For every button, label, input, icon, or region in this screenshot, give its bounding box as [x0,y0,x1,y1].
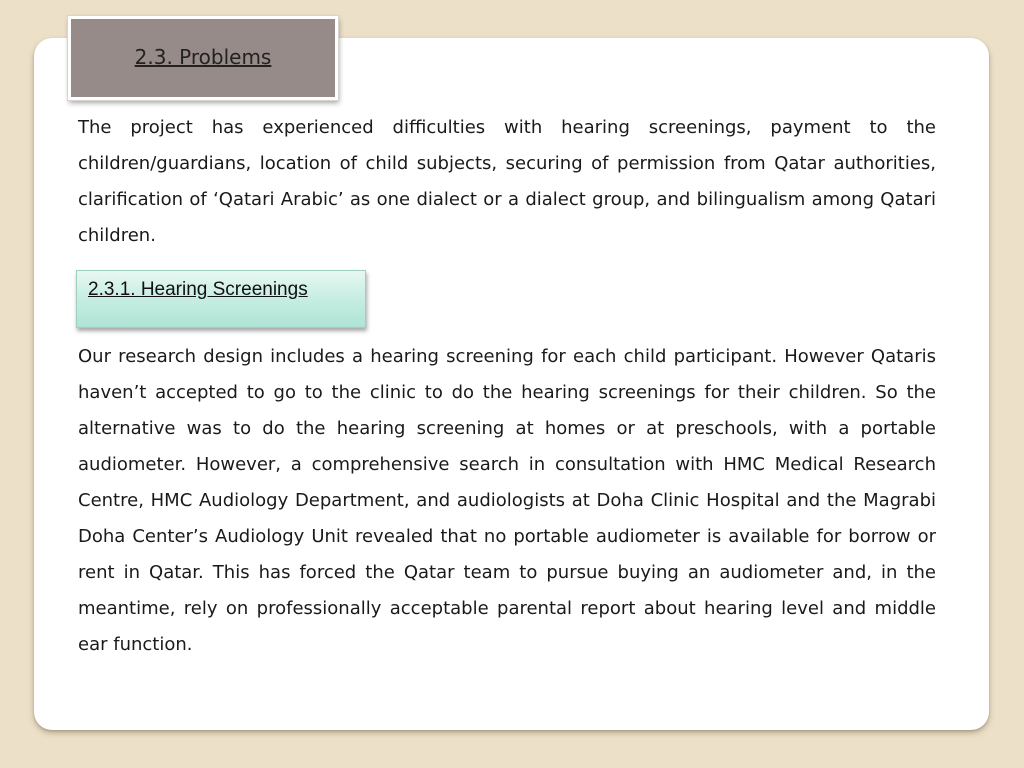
title-box [68,16,338,100]
subheading-box [76,270,366,328]
slide-title: 2.3. Problems [134,45,272,69]
subsection-heading: 2.3.1. Hearing Screenings [88,279,308,300]
subsection-paragraph: Our research design includes a hearing screening for each child participant. However Qataris haven’t accepted to go to the clinic to do the hearing screenings for their children. So the alternative was to do the hearing screening at homes or at preschools, with a portable audiometer. However, a comprehensive search in consultation with HMC Medical Research Centre, HMC Audiology Department, and audiologists at Doha Clinic Hospital and the Magrabi Doha Center’s Audiology Unit revealed that no portable audiometer is available for borrow or rent in Qatar. This has forced the Qatar team to pursue buying an audiometer and, in the meantime, rely on professionally acceptable parental report about hearing level and middle ear function. [78,346,936,655]
intro-paragraph: The project has experienced difficulties with hearing screenings, payment to the children/guardians, location of child subjects, securing of permission from Qatar authorities, clarification of ‘Qatari Arabic’ as one dialect or a dialect group, and bilingualism among Qatari children. [78,117,936,246]
